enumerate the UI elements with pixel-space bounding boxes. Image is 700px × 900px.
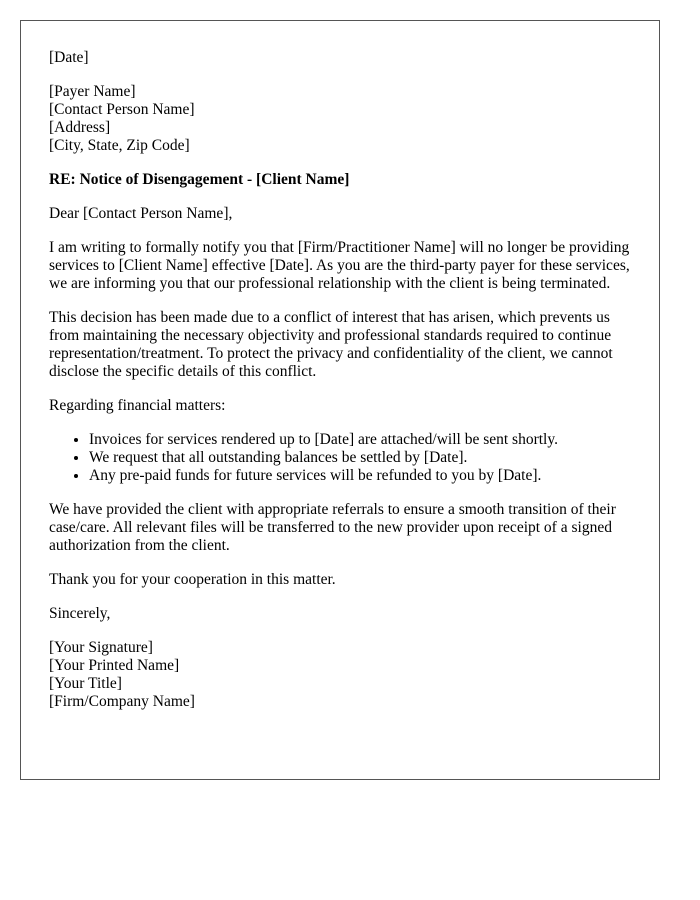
signer-title: [Your Title] xyxy=(49,675,122,692)
subject-line: RE: Notice of Disengagement - [Client Name] xyxy=(49,171,350,188)
paragraph-notification: I am writing to formally notify you that [Firm/Practitioner Name] will no longer be providing services to [Client Name] effective [Date]. As you are the third-party payer for these services, we are informing you that our professional relationship with the client is being terminated. xyxy=(49,239,630,292)
salutation: Dear [Contact Person Name], xyxy=(49,205,233,222)
financial-intro: Regarding financial matters: xyxy=(49,397,226,414)
printed-name: [Your Printed Name] xyxy=(49,657,180,674)
contact-person: [Contact Person Name] xyxy=(49,101,195,118)
company-name: [Firm/Company Name] xyxy=(49,693,195,710)
city-state-zip: [City, State, Zip Code] xyxy=(49,137,190,154)
letter-page xyxy=(20,20,660,780)
recipient-address-block xyxy=(49,83,631,155)
financial-item-invoices: • Invoices for services rendered up to [Date] are attached/will be sent shortly. xyxy=(89,431,631,449)
paragraph-referrals: We have provided the client with appropriate referrals to ensure a smooth transition of their case/care. All relevant files will be transferred to the new provider upon receipt of a signed authorization from the client. xyxy=(49,501,616,554)
address-line: [Address] xyxy=(49,119,111,136)
closing: Sincerely, xyxy=(49,605,111,622)
letter-date xyxy=(49,49,631,67)
date-text: [Date] xyxy=(49,49,89,66)
payer-name: [Payer Name] xyxy=(49,83,136,100)
financial-item-balances: • We request that all outstanding balances be settled by [Date]. xyxy=(89,449,631,467)
signature-block xyxy=(49,639,631,711)
financial-list xyxy=(49,431,631,485)
financial-item-refunds: • Any pre-paid funds for future services will be refunded to you by [Date]. xyxy=(89,467,631,485)
paragraph-conflict: This decision has been made due to a conflict of interest that has arisen, which prevents us from maintaining the necessary objectivity and professional standards required to continue representation/treatment. To protect the privacy and confidentiality of the client, we cannot disclose the specific details of this conflict. xyxy=(49,309,613,380)
paragraph-thanks: Thank you for your cooperation in this matter. xyxy=(49,571,336,588)
signature-line: [Your Signature] xyxy=(49,639,153,656)
